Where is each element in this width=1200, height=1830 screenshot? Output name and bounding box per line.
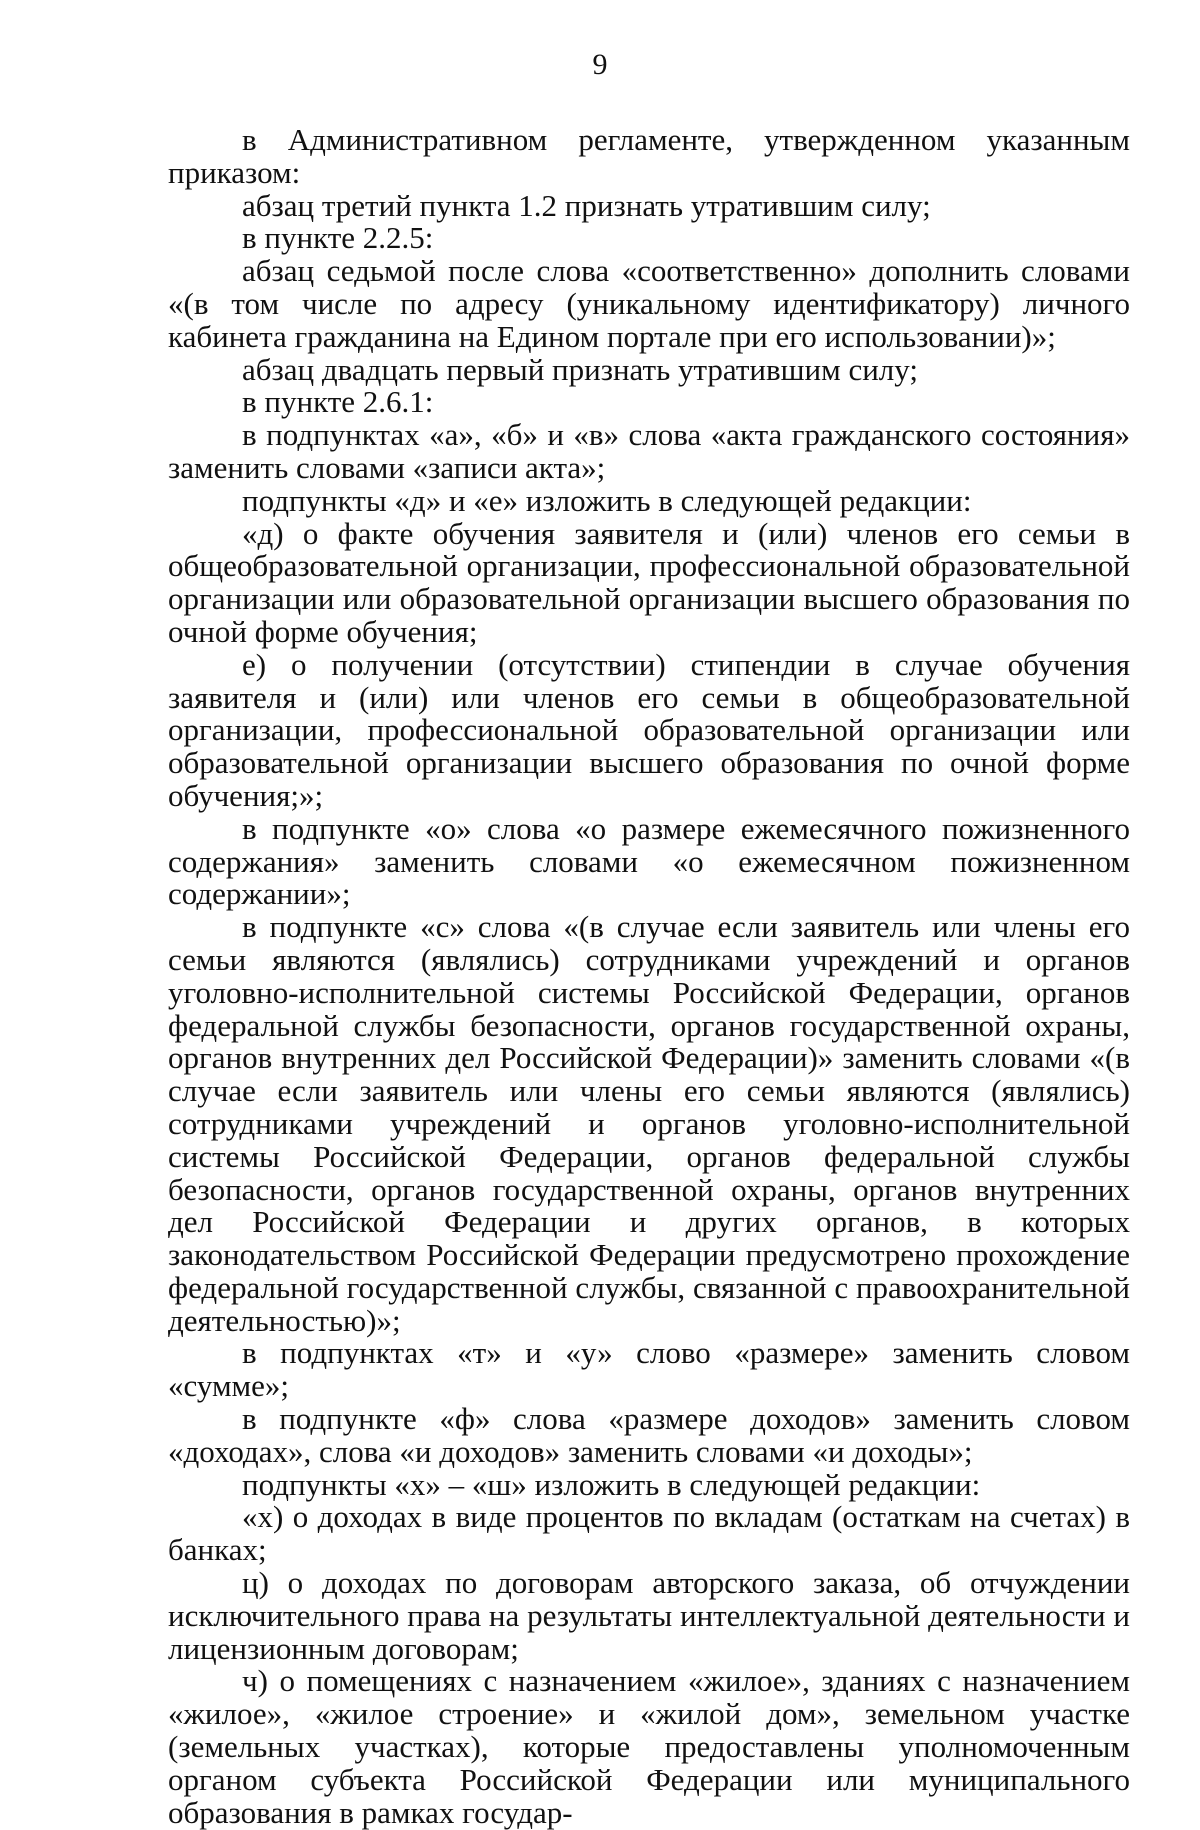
document-body — [168, 124, 1130, 1829]
paragraph: абзац седьмой после слова «соответственно» дополнить словами «(в том числе по адресу (уникальному идентификатору) личного кабинета гражданина на Едином портале при его использовании)»; — [168, 253, 1130, 354]
paragraph: в подпункте «о» слова «о размере ежемесячного пожизненного содержания» заменить словами «о ежемесячном пожизненном содержании»; — [168, 810, 1130, 912]
paragraph: ц) о доходах по договорам авторского заказа, об отчуждении исключительного права на результаты интеллектуальной деятельности и лицензионным договорам; — [168, 1565, 1130, 1666]
paragraph: подпункты «х» – «ш» изложить в следующей редакции: — [242, 1466, 981, 1502]
paragraph: подпункты «д» и «е» изложить в следующей редакции: — [242, 482, 972, 518]
paragraph: в подпунктах «а», «б» и «в» слова «акта гражданского состояния» заменить словами «записи акта»; — [168, 417, 1130, 485]
paragraph: «д) о факте обучения заявителя и (или) членов его семьи в общеобразовательной организации, профессиональной образовательной организации или образовательной организации высшего образования по очной форме обучения; — [168, 515, 1130, 649]
paragraph: в подпункте «ф» слова «размере доходов» заменить словом «доходах», слова «и доходов» заменить словами «и доходы»; — [168, 1401, 1130, 1469]
paragraph: е) о получении (отсутствии) стипендии в случае обучения заявителя и (или) или членов его семьи в общеобразовательной организации, профессиональной образовательной организации или образовательной организации высшего образования по очной форме обучения;»; — [168, 646, 1130, 813]
paragraph: в пункте 2.2.5: — [242, 220, 434, 256]
paragraph: в Административном регламенте, утвержденном указанным приказом: — [168, 122, 1130, 190]
paragraph: ч) о помещениях с назначением «жилое», зданиях с назначением «жилое», «жилое строение» и «жилой дом», земельном участке (земельных участках), которые предоставлены уполномоченным органом субъекта Российской Федерации или муниципального образования в рамках государ- — [168, 1663, 1130, 1830]
paragraph: абзац третий пункта 1.2 признать утратившим силу; — [242, 187, 931, 223]
paragraph: «х) о доходах в виде процентов по вкладам (остаткам на счетах) в банках; — [168, 1499, 1130, 1568]
paragraph: абзац двадцать первый признать утратившим силу; — [242, 351, 918, 387]
paragraph: в пункте 2.6.1: — [242, 384, 434, 420]
paragraph: в подпунктах «т» и «у» слово «размере» заменить словом «сумме»; — [168, 1335, 1130, 1404]
page-number: 9 — [592, 48, 608, 81]
paragraph: в подпункте «с» слова «(в случае если заявитель или члены его семьи являются (являлись) сотрудниками учреждений и органов уголовно-исполнительной системы Российской Федерации, органов федеральной службы безопасности, органов государственной охраны, органов внутренних дел Российской Федерации)» заменить словами «(в случае если заявитель или члены его семьи являются (являлись) сотрудниками учреждений и органов уголовно-исполнительной системы Российской Федерации, органов федеральной службы безопасности, органов государственной охраны, органов внутренних дел Российской Федерации и других органов, в которых законодательством Российской Федерации предусмотрено прохождение федеральной государственной службы, связанной с правоохранительной деятельностью)»; — [168, 909, 1130, 1338]
